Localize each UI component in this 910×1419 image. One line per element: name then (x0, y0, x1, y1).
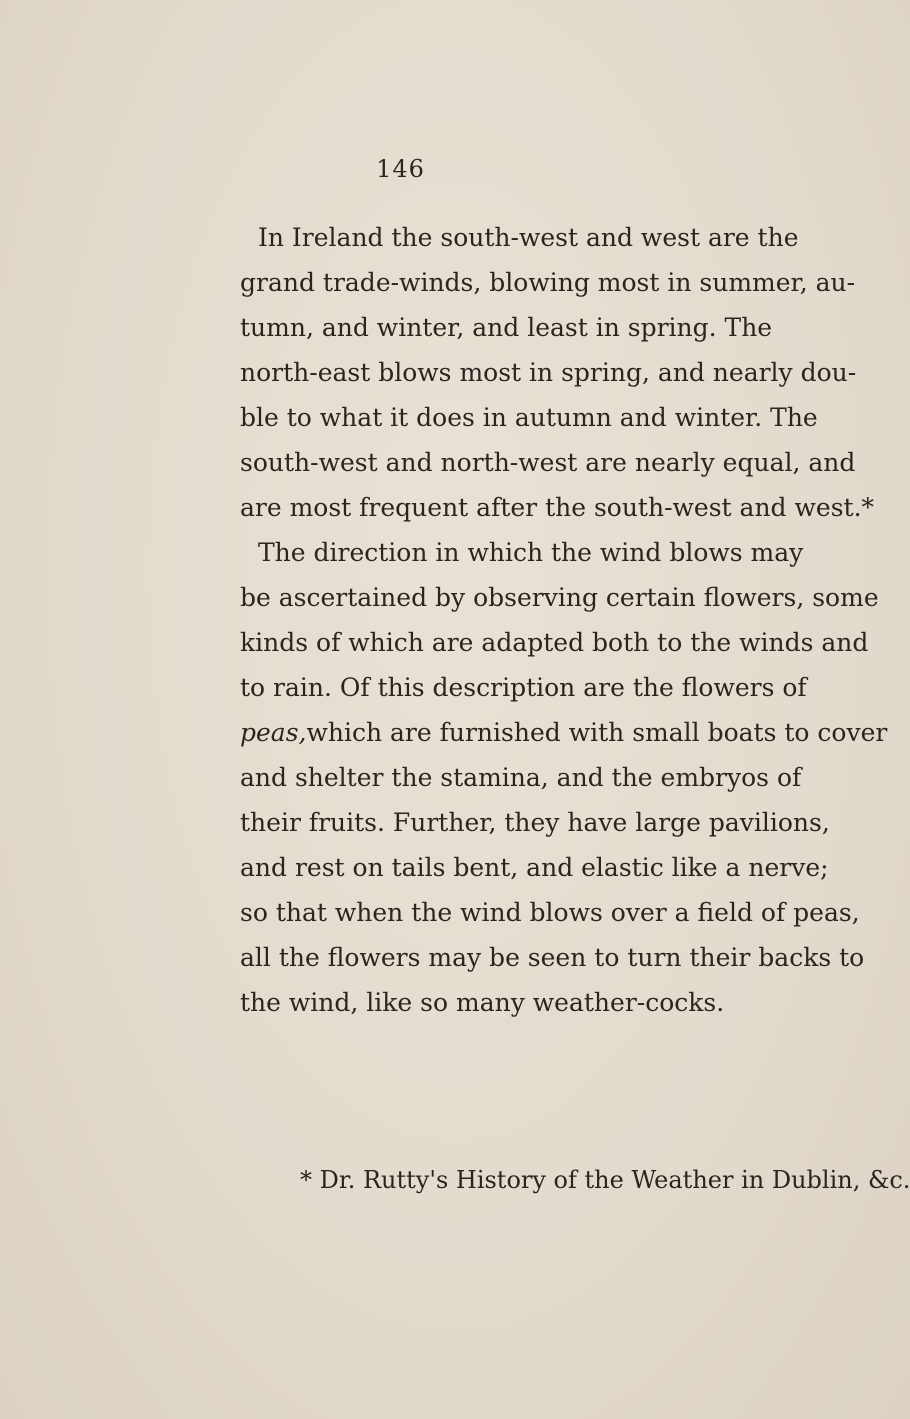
text-span: which are furnished with small boats to cover (306, 718, 888, 747)
text-line: their fruits. Further, they have large pavilions, (240, 808, 830, 837)
text-line: to rain. Of this description are the flowers of (240, 673, 807, 702)
text-line: tumn, and winter, and least in spring. The (240, 313, 773, 342)
text-line: are most frequent after the south-west and west.* (240, 493, 875, 522)
text-line-with-italic (240, 713, 888, 753)
text-line: be ascertained by observing certain flowers, some (240, 583, 879, 612)
text-line: In Ireland the south-west and west are the (258, 223, 799, 252)
italic-word: peas, (240, 718, 307, 747)
text-line: south-west and north-west are nearly equal, and (240, 448, 856, 477)
text-line: all the flowers may be seen to turn their backs to (240, 943, 865, 972)
text-line: and rest on tails bent, and elastic like a nerve; (240, 853, 829, 882)
text-line: the wind, like so many weather-cocks. (240, 988, 725, 1017)
text-line: and shelter the stamina, and the embryos of (240, 763, 802, 792)
text-line: kinds of which are adapted both to the winds and (240, 628, 869, 657)
text-line: so that when the wind blows over a field of peas, (240, 898, 860, 927)
page-number: 146 (376, 155, 425, 183)
text-line: north-east blows most in spring, and nearly dou- (240, 358, 857, 387)
text-line: The direction in which the wind blows may (258, 538, 804, 567)
footnote-text: * Dr. Rutty's History of the Weather in Dublin, &c. (300, 1166, 910, 1194)
text-line: grand trade-winds, blowing most in summer, au- (240, 268, 856, 297)
text-line: ble to what it does in autumn and winter. The (240, 403, 818, 432)
